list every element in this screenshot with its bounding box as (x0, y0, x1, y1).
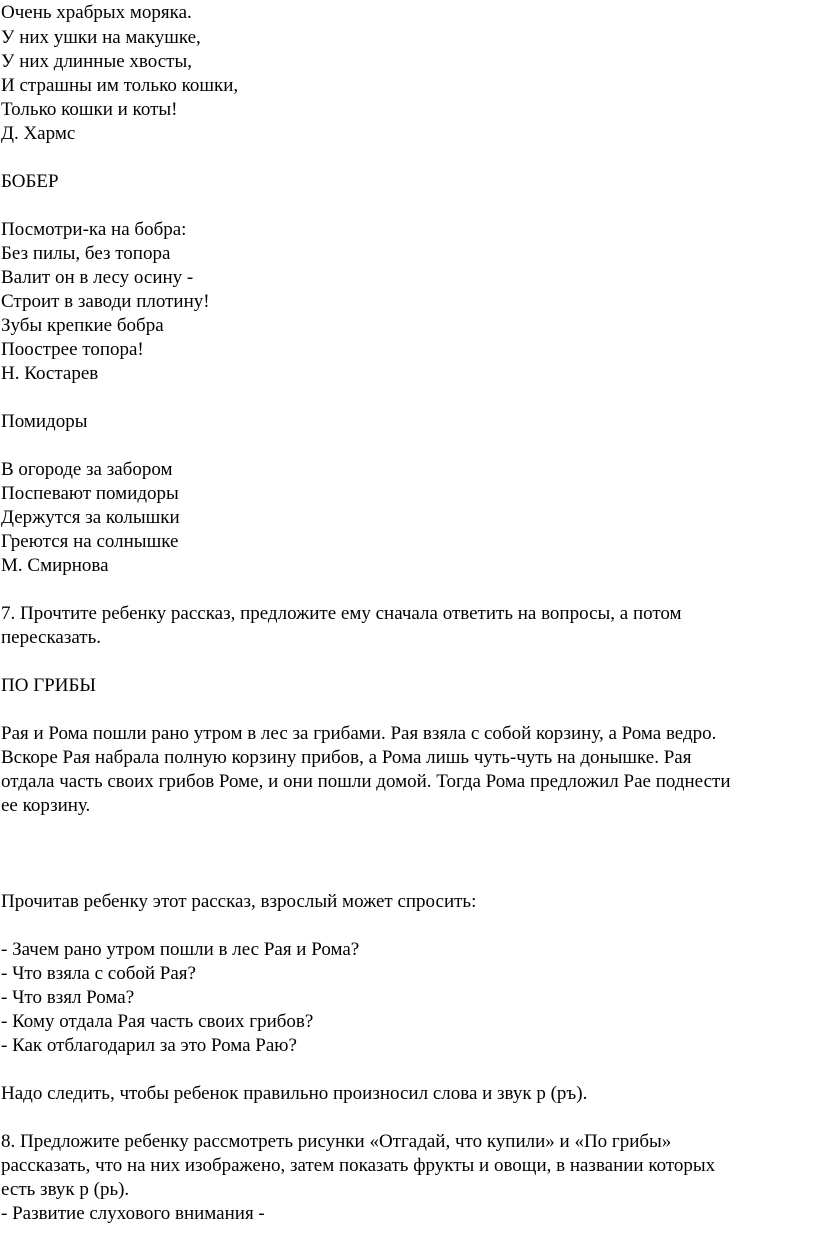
poem-line: У них длинные хвосты, (1, 51, 192, 72)
poem-line: В огороде за забором (1, 459, 173, 480)
poem-line: Очень храбрых моряка. (1, 2, 192, 23)
poem-author: Д. Хармс (1, 123, 76, 144)
instruction-text: 7. Прочтите ребенку рассказ, предложите ему сначала ответить на вопросы, а потом (1, 603, 682, 624)
paragraph-text: Надо следить, чтобы ребенок правильно произносил слова и звук р (ръ). (1, 1083, 588, 1104)
question-item: - Что взял Рома? (1, 987, 135, 1008)
story-text: ее корзину. (1, 795, 91, 816)
instruction-text: рассказать, что на них изображено, затем показать фрукты и овощи, в названии которых (1, 1155, 716, 1176)
poem-line: Поспевают помидоры (1, 483, 179, 504)
instruction-text: пересказать. (1, 627, 101, 648)
poem-line: Валит он в лесу осину - (1, 267, 194, 288)
poem-line: У них ушки на макушке, (1, 27, 201, 48)
poem-line: Посмотри-ка на бобра: (1, 219, 187, 240)
paragraph-text: Прочитав ребенку этот рассказ, взрослый может спросить: (1, 891, 477, 912)
story-text: отдала часть своих грибов Роме, и они пошли домой. Тогда Рома предложил Рае поднести (1, 771, 731, 792)
question-item: - Как отблагодарил за это Рома Раю? (1, 1035, 297, 1056)
poem-line: Строит в заводи плотину! (1, 291, 210, 312)
poem-author: Н. Костарев (1, 363, 99, 384)
poem-line: И страшны им только кошки, (1, 75, 239, 96)
instruction-text: есть звук р (рь). (1, 1179, 130, 1200)
poem-author: М. Смирнова (1, 555, 109, 576)
poem-line: Зубы крепкие бобра (1, 315, 164, 336)
instruction-text: 8. Предложите ребенку рассмотреть рисунки «Отгадай, что купили» и «По грибы» (1, 1131, 672, 1152)
question-item: - Зачем рано утром пошли в лес Рая и Рома? (1, 939, 360, 960)
story-text: Вскоре Рая набрала полную корзину прибов, а Рома лишь чуть-чуть на донышке. Рая (1, 747, 692, 768)
question-item: - Кому отдала Рая часть своих грибов? (1, 1011, 314, 1032)
story-title: ПО ГРИБЫ (1, 675, 96, 696)
section-heading: - Развитие слухового внимания - (1, 1203, 265, 1224)
poem-line: Только кошки и коты! (1, 99, 178, 120)
poem-line: Греются на солнышке (1, 531, 179, 552)
poem-line: Поострее топора! (1, 339, 144, 360)
question-item: - Что взяла с собой Рая? (1, 963, 196, 984)
poem-line: Держутся за колышки (1, 507, 180, 528)
poem-title: Помидоры (1, 411, 88, 432)
poem-line: Без пилы, без топора (1, 243, 171, 264)
story-text: Рая и Рома пошли рано утром в лес за грибами. Рая взяла с собой корзину, а Рома ведро. (1, 723, 717, 744)
poem-title: БОБЕР (1, 171, 59, 192)
